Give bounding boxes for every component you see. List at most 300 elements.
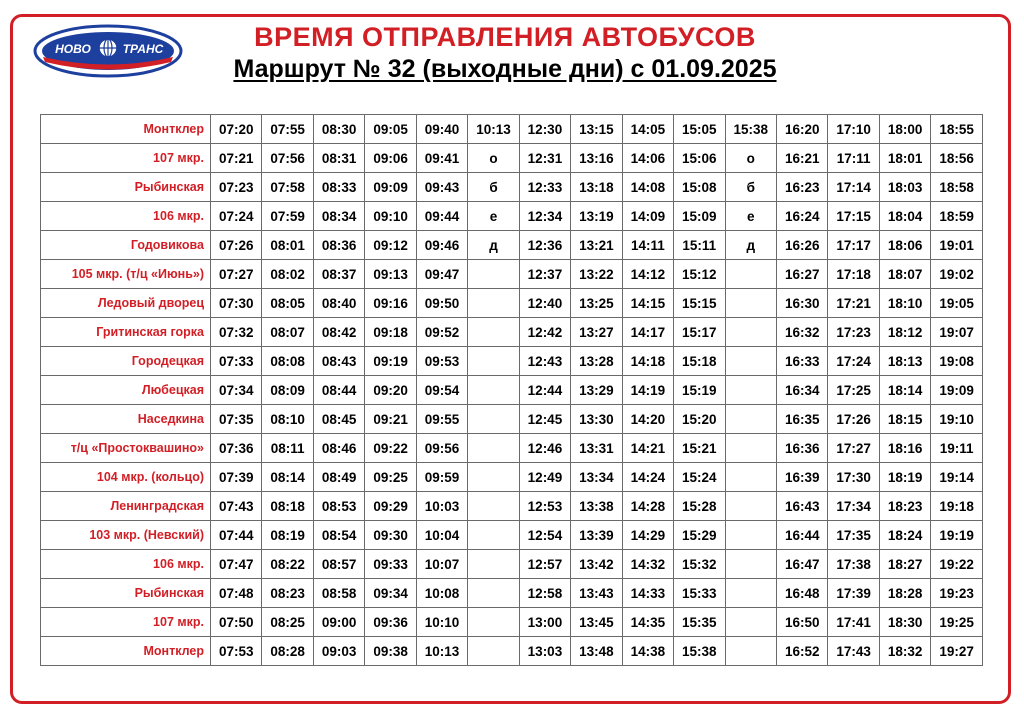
table-row [41,463,983,492]
table-row [41,550,983,579]
time-cell [468,550,519,579]
stop-name-cell: 104 мкр. (кольцо) [41,463,211,492]
time-cell: 12:43 [519,347,570,376]
time-cell: о [468,144,519,173]
time-cell: 19:25 [931,608,983,637]
time-cell: 17:17 [828,231,879,260]
time-cell: 07:23 [211,173,262,202]
time-cell: 08:44 [313,376,364,405]
time-cell: 08:07 [262,318,313,347]
time-cell: 19:02 [931,260,983,289]
time-cell: 17:34 [828,492,879,521]
time-cell: 13:16 [571,144,622,173]
stop-name-cell: 107 мкр. [41,144,211,173]
time-cell [468,347,519,376]
time-cell: 07:39 [211,463,262,492]
time-cell: 18:12 [879,318,930,347]
time-cell: 08:49 [313,463,364,492]
time-cell: 09:34 [365,579,416,608]
time-cell: 19:10 [931,405,983,434]
time-cell: 13:18 [571,173,622,202]
time-cell: 09:53 [416,347,467,376]
time-cell: 08:43 [313,347,364,376]
time-cell: 13:15 [571,115,622,144]
time-cell [468,463,519,492]
time-cell: 09:36 [365,608,416,637]
time-cell: 07:36 [211,434,262,463]
time-cell: 08:01 [262,231,313,260]
stop-name-cell: 106 мкр. [41,202,211,231]
logo-text-part2: ТРАНС [122,42,164,56]
time-cell: 13:34 [571,463,622,492]
time-cell: 09:43 [416,173,467,202]
time-cell [468,289,519,318]
time-cell: 14:38 [622,637,673,666]
time-cell: 09:47 [416,260,467,289]
time-cell: 09:54 [416,376,467,405]
stop-name-cell: Годовикова [41,231,211,260]
time-cell: 07:33 [211,347,262,376]
time-cell: 07:26 [211,231,262,260]
time-cell: 19:27 [931,637,983,666]
time-cell: 08:18 [262,492,313,521]
time-cell: 09:38 [365,637,416,666]
stop-name-cell: Монтклер [41,637,211,666]
time-cell: 14:20 [622,405,673,434]
time-cell: 13:30 [571,405,622,434]
table-row [41,144,983,173]
time-cell: 09:06 [365,144,416,173]
stop-name-cell: 106 мкр. [41,550,211,579]
time-cell: 19:18 [931,492,983,521]
time-cell: 18:28 [879,579,930,608]
table-row [41,173,983,202]
time-cell: 14:15 [622,289,673,318]
time-cell: 07:58 [262,173,313,202]
time-cell [725,347,776,376]
time-cell: 07:50 [211,608,262,637]
time-cell: 19:22 [931,550,983,579]
time-cell [468,579,519,608]
time-cell: 07:24 [211,202,262,231]
time-cell: 13:38 [571,492,622,521]
time-cell: 13:31 [571,434,622,463]
time-cell: 08:54 [313,521,364,550]
time-cell: 08:25 [262,608,313,637]
time-cell: 13:29 [571,376,622,405]
time-cell: 16:34 [776,376,827,405]
time-cell: 12:44 [519,376,570,405]
time-cell: 07:20 [211,115,262,144]
stop-name-cell: Ленинградская [41,492,211,521]
time-cell: 16:20 [776,115,827,144]
time-cell [725,579,776,608]
time-cell: 08:46 [313,434,364,463]
time-cell: 09:44 [416,202,467,231]
time-cell: 07:53 [211,637,262,666]
time-cell: 09:33 [365,550,416,579]
time-cell: 09:19 [365,347,416,376]
time-cell: 19:05 [931,289,983,318]
time-cell: 07:32 [211,318,262,347]
time-cell: 09:05 [365,115,416,144]
time-cell: 18:16 [879,434,930,463]
time-cell: 16:47 [776,550,827,579]
stop-name-cell: Любецкая [41,376,211,405]
time-cell: 13:22 [571,260,622,289]
time-cell: 14:05 [622,115,673,144]
time-cell [725,521,776,550]
time-cell: 07:44 [211,521,262,550]
time-cell: 14:12 [622,260,673,289]
time-cell: 18:14 [879,376,930,405]
time-cell: 08:19 [262,521,313,550]
time-cell: 15:09 [674,202,725,231]
time-cell: 15:17 [674,318,725,347]
time-cell: 17:27 [828,434,879,463]
time-cell: 07:47 [211,550,262,579]
time-cell [725,463,776,492]
time-cell [468,260,519,289]
time-cell: о [725,144,776,173]
time-cell: 13:43 [571,579,622,608]
time-cell: 09:52 [416,318,467,347]
stop-name-cell: Рыбинская [41,579,211,608]
time-cell: 17:38 [828,550,879,579]
time-cell: 08:53 [313,492,364,521]
table-row [41,608,983,637]
time-cell: 18:10 [879,289,930,318]
time-cell: е [725,202,776,231]
time-cell [725,492,776,521]
time-cell [468,521,519,550]
time-cell: 08:40 [313,289,364,318]
time-cell: 18:24 [879,521,930,550]
time-cell: 12:33 [519,173,570,202]
time-cell: 18:15 [879,405,930,434]
time-cell: 18:30 [879,608,930,637]
time-cell: 08:33 [313,173,364,202]
time-cell [725,637,776,666]
time-cell: 17:10 [828,115,879,144]
time-cell: 09:46 [416,231,467,260]
time-cell: б [468,173,519,202]
time-cell: 16:27 [776,260,827,289]
time-cell: 17:25 [828,376,879,405]
time-cell: 15:24 [674,463,725,492]
time-cell [468,608,519,637]
time-cell: 07:48 [211,579,262,608]
time-cell: 12:45 [519,405,570,434]
time-cell: 12:34 [519,202,570,231]
stop-name-cell: т/ц «Простоквашино» [41,434,211,463]
time-cell: 16:30 [776,289,827,318]
table-row [41,231,983,260]
time-cell: 08:34 [313,202,364,231]
time-cell: 08:14 [262,463,313,492]
time-cell: е [468,202,519,231]
time-cell: 17:15 [828,202,879,231]
table-row [41,202,983,231]
time-cell: 16:21 [776,144,827,173]
time-cell: 18:32 [879,637,930,666]
time-cell: 14:29 [622,521,673,550]
time-cell: 19:09 [931,376,983,405]
time-cell: 10:13 [416,637,467,666]
time-cell [468,405,519,434]
time-cell [468,637,519,666]
time-cell: 09:12 [365,231,416,260]
time-cell: 16:32 [776,318,827,347]
time-cell: 15:19 [674,376,725,405]
time-cell: 16:24 [776,202,827,231]
time-cell: 18:01 [879,144,930,173]
time-cell: 07:55 [262,115,313,144]
time-cell: 09:18 [365,318,416,347]
time-cell: д [725,231,776,260]
time-cell: 14:11 [622,231,673,260]
time-cell: 18:23 [879,492,930,521]
time-cell: 16:43 [776,492,827,521]
time-cell: 14:33 [622,579,673,608]
time-cell: 18:00 [879,115,930,144]
time-cell: 15:21 [674,434,725,463]
time-cell: 15:08 [674,173,725,202]
time-cell: 16:39 [776,463,827,492]
time-cell: 18:55 [931,115,983,144]
time-cell: 09:50 [416,289,467,318]
time-cell: 07:59 [262,202,313,231]
time-cell: 18:13 [879,347,930,376]
time-cell: 12:42 [519,318,570,347]
time-cell: 08:45 [313,405,364,434]
time-cell: 12:31 [519,144,570,173]
stop-name-cell: Ледовый дворец [41,289,211,318]
time-cell: 10:13 [468,115,519,144]
time-cell: 17:39 [828,579,879,608]
time-cell: 12:30 [519,115,570,144]
time-cell: 17:11 [828,144,879,173]
time-cell: 09:40 [416,115,467,144]
time-cell: б [725,173,776,202]
table-row [41,521,983,550]
time-cell: 14:35 [622,608,673,637]
time-cell: 16:35 [776,405,827,434]
time-cell: 09:59 [416,463,467,492]
time-cell [725,318,776,347]
time-cell: 17:23 [828,318,879,347]
time-cell: 18:27 [879,550,930,579]
time-cell: 09:29 [365,492,416,521]
time-cell: 12:49 [519,463,570,492]
time-cell: 13:25 [571,289,622,318]
time-cell: 08:28 [262,637,313,666]
time-cell: 09:13 [365,260,416,289]
time-cell: 08:02 [262,260,313,289]
table-row [41,347,983,376]
table-row [41,405,983,434]
time-cell: 14:19 [622,376,673,405]
time-cell [725,550,776,579]
stop-name-cell: Городецкая [41,347,211,376]
time-cell: 08:08 [262,347,313,376]
time-cell [725,260,776,289]
time-cell: 07:34 [211,376,262,405]
time-cell: 15:32 [674,550,725,579]
time-cell: 07:35 [211,405,262,434]
time-cell: 16:23 [776,173,827,202]
time-cell: 13:28 [571,347,622,376]
table-row [41,492,983,521]
time-cell: 12:37 [519,260,570,289]
time-cell: 07:21 [211,144,262,173]
time-cell: 09:22 [365,434,416,463]
table-row [41,260,983,289]
table-row [41,115,983,144]
time-cell: 18:56 [931,144,983,173]
stop-name-cell: 105 мкр. (т/ц «Июнь») [41,260,211,289]
table-row [41,289,983,318]
time-cell: 15:12 [674,260,725,289]
time-cell: 13:42 [571,550,622,579]
table-row [41,376,983,405]
time-cell: 15:38 [674,637,725,666]
time-cell: 08:30 [313,115,364,144]
time-cell: 14:06 [622,144,673,173]
time-cell: 17:18 [828,260,879,289]
time-cell: 16:33 [776,347,827,376]
time-cell: 13:00 [519,608,570,637]
schedule-body [41,115,983,666]
time-cell: 18:06 [879,231,930,260]
time-cell: д [468,231,519,260]
time-cell: 13:19 [571,202,622,231]
time-cell: 10:08 [416,579,467,608]
time-cell: 12:57 [519,550,570,579]
time-cell: 08:37 [313,260,364,289]
time-cell: 15:15 [674,289,725,318]
novotrans-logo [33,24,183,78]
time-cell: 14:17 [622,318,673,347]
time-cell: 07:30 [211,289,262,318]
table-row [41,318,983,347]
time-cell: 17:24 [828,347,879,376]
time-cell: 10:03 [416,492,467,521]
time-cell: 15:29 [674,521,725,550]
time-cell: 15:20 [674,405,725,434]
time-cell: 08:05 [262,289,313,318]
time-cell: 08:11 [262,434,313,463]
time-cell: 15:11 [674,231,725,260]
time-cell: 17:30 [828,463,879,492]
time-cell: 09:10 [365,202,416,231]
time-cell: 09:55 [416,405,467,434]
time-cell: 08:31 [313,144,364,173]
time-cell: 17:21 [828,289,879,318]
time-cell: 15:35 [674,608,725,637]
time-cell: 19:14 [931,463,983,492]
time-cell: 07:56 [262,144,313,173]
time-cell: 15:38 [725,115,776,144]
time-cell: 07:27 [211,260,262,289]
time-cell: 15:06 [674,144,725,173]
time-cell: 16:26 [776,231,827,260]
stop-name-cell: 103 мкр. (Невский) [41,521,211,550]
time-cell: 15:18 [674,347,725,376]
time-cell: 19:01 [931,231,983,260]
time-cell: 09:41 [416,144,467,173]
time-cell: 09:09 [365,173,416,202]
time-cell: 14:28 [622,492,673,521]
time-cell: 19:07 [931,318,983,347]
time-cell: 13:03 [519,637,570,666]
time-cell: 09:16 [365,289,416,318]
time-cell: 12:53 [519,492,570,521]
time-cell: 09:20 [365,376,416,405]
stop-name-cell: Монтклер [41,115,211,144]
time-cell: 12:58 [519,579,570,608]
time-cell: 15:28 [674,492,725,521]
table-row [41,579,983,608]
time-cell: 19:19 [931,521,983,550]
time-cell: 12:54 [519,521,570,550]
time-cell: 13:45 [571,608,622,637]
time-cell [468,376,519,405]
time-cell: 13:21 [571,231,622,260]
stop-name-cell: Рыбинская [41,173,211,202]
time-cell: 18:03 [879,173,930,202]
time-cell: 08:42 [313,318,364,347]
time-cell: 10:10 [416,608,467,637]
time-cell [725,608,776,637]
table-row [41,434,983,463]
time-cell: 07:43 [211,492,262,521]
time-cell: 09:00 [313,608,364,637]
time-cell: 12:40 [519,289,570,318]
time-cell: 19:11 [931,434,983,463]
time-cell: 17:41 [828,608,879,637]
time-cell: 10:07 [416,550,467,579]
stop-name-cell: Гритинская горка [41,318,211,347]
time-cell: 18:19 [879,463,930,492]
time-cell: 08:23 [262,579,313,608]
time-cell: 16:36 [776,434,827,463]
time-cell: 13:48 [571,637,622,666]
time-cell: 09:03 [313,637,364,666]
time-cell [468,434,519,463]
route-subtitle: Маршрут № 32 (выходные дни) с 01.09.2025 [233,55,777,83]
time-cell: 13:39 [571,521,622,550]
time-cell [468,492,519,521]
time-cell: 18:04 [879,202,930,231]
time-cell: 19:23 [931,579,983,608]
time-cell: 17:14 [828,173,879,202]
time-cell [468,318,519,347]
time-cell: 15:33 [674,579,725,608]
time-cell: 08:09 [262,376,313,405]
time-cell: 14:21 [622,434,673,463]
time-cell: 08:36 [313,231,364,260]
time-cell: 16:50 [776,608,827,637]
time-cell: 14:09 [622,202,673,231]
time-cell: 14:24 [622,463,673,492]
time-cell: 19:08 [931,347,983,376]
time-cell: 12:36 [519,231,570,260]
logo-emblem [33,24,183,78]
time-cell: 08:58 [313,579,364,608]
table-row [41,637,983,666]
time-cell [725,376,776,405]
